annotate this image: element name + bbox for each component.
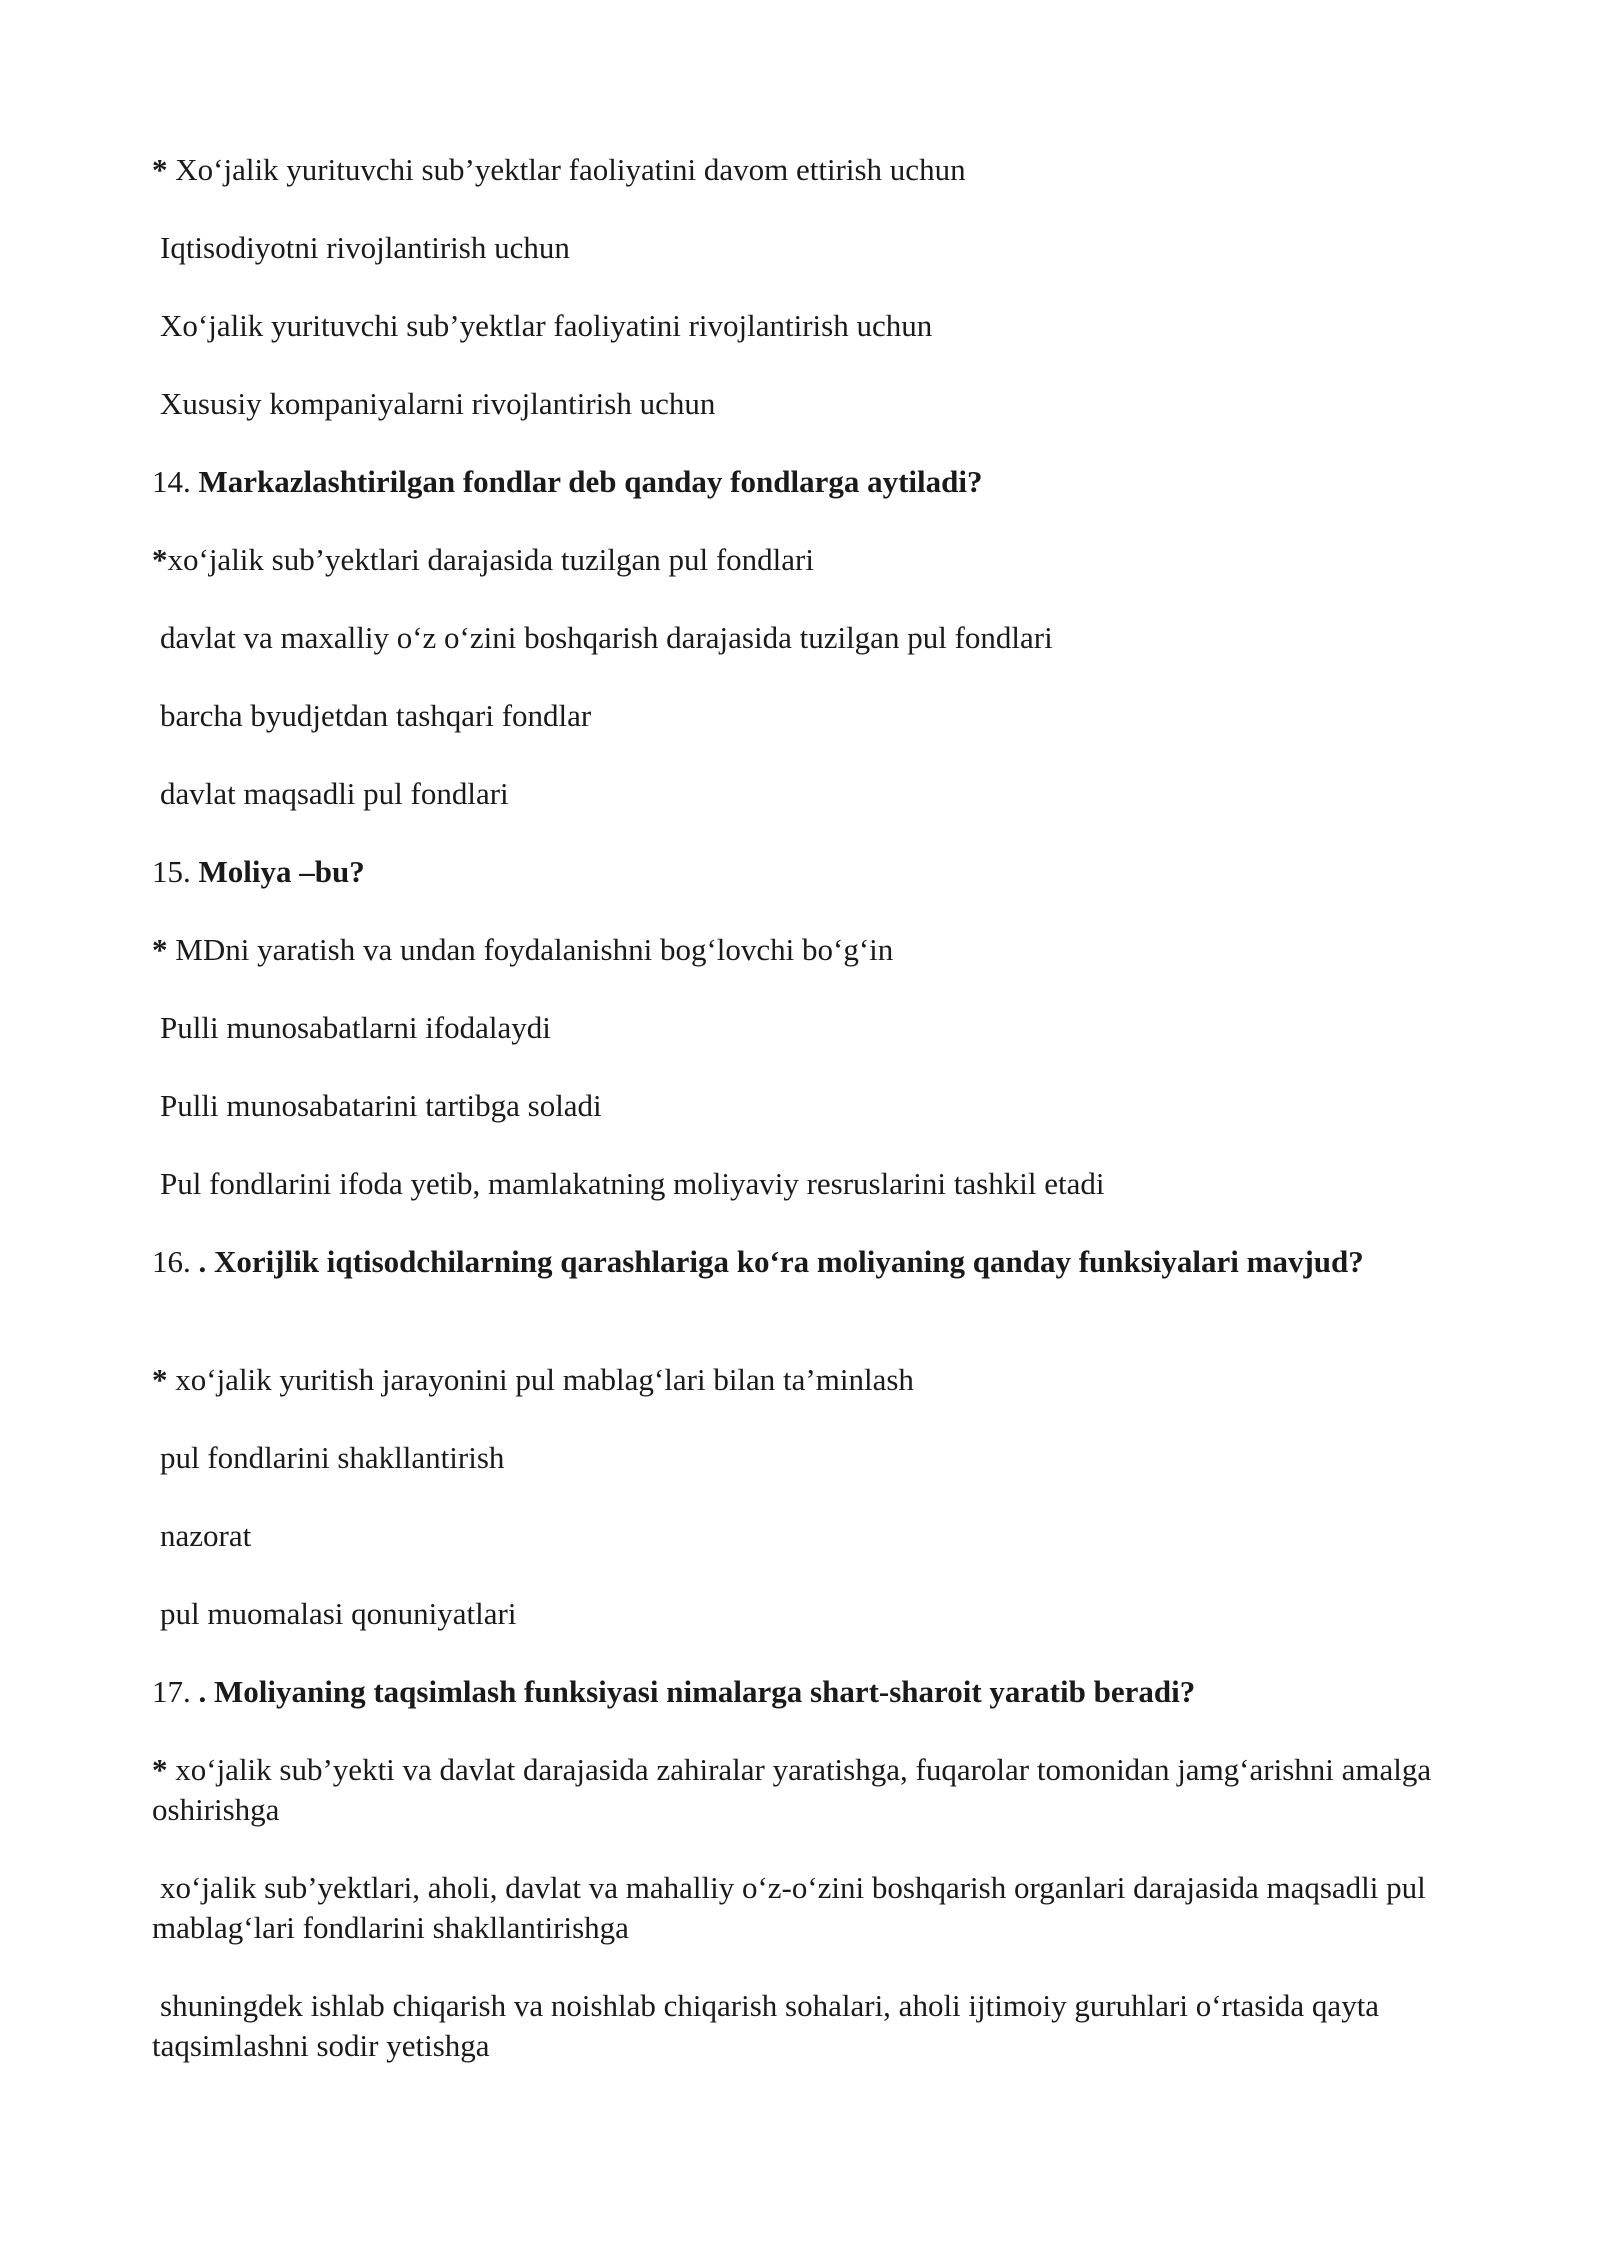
question-text: . Xorijlik iqtisodchilarning qarashlariga ko‘ra moliyaning qanday funksiyalari mavjud? xyxy=(198,1244,1364,1279)
q16-option-b: pul fondlarini shakllantirish xyxy=(160,1440,505,1475)
q14-option-d: davlat maqsadli pul fondlari xyxy=(160,776,509,811)
q16-option-d: pul muomalasi qonuniyatlari xyxy=(160,1596,517,1631)
correct-answer-marker: * xyxy=(152,932,168,967)
correct-answer-marker: * xyxy=(152,542,168,577)
q16-option-a xyxy=(152,1360,1492,1400)
question-number: 14. xyxy=(152,464,199,499)
question-text: Markazlashtirilgan fondlar deb qanday fondlarga aytiladi? xyxy=(198,464,983,499)
q17-question xyxy=(152,1672,1492,1712)
option-text: xo‘jalik sub’yekti va davlat darajasida zahiralar yaratishga, fuqarolar tomonidan jamg‘arishni amalga oshirishga xyxy=(152,1752,1432,1827)
q13-option-c: Xo‘jalik yurituvchi sub’yektlar faoliyatini rivojlantirish uchun xyxy=(160,308,933,343)
q15-option-d: Pul fondlarini ifoda yetib, mamlakatning moliyaviy resruslarini tashkil etadi xyxy=(160,1166,1105,1201)
option-text: xo‘jalik yuritish jarayonini pul mablag‘lari bilan ta’minlash xyxy=(167,1362,914,1397)
question-text: Moliya –bu? xyxy=(198,854,365,889)
option-text: xo‘jalik sub’yektlari, aholi, davlat va mahalliy o‘z-o‘zini boshqarish organlari darajasida maqsadli pul mablag‘lari fondlarini shakllantirishga xyxy=(152,1870,1426,1945)
option-text: Xo‘jalik yurituvchi sub’yektlar faoliyatini davom ettirish uchun xyxy=(167,152,966,187)
q15-option-c: Pulli munosabatarini tartibga soladi xyxy=(160,1088,602,1123)
q14-option-a xyxy=(152,540,1492,580)
option-text: MDni yaratish va undan foydalanishni bog‘lovchi bo‘g‘in xyxy=(167,932,894,967)
question-number: 15. xyxy=(152,854,199,889)
q14-option-b: davlat va maxalliy o‘z o‘zini boshqarish darajasida tuzilgan pul fondlari xyxy=(160,620,1053,655)
q15-question xyxy=(152,852,1492,892)
q14-option-c: barcha byudjetdan tashqari fondlar xyxy=(160,698,592,733)
q13-option-a xyxy=(152,150,1492,190)
q15-option-a xyxy=(152,930,1492,970)
q14-question xyxy=(152,462,1492,502)
question-number: 17. xyxy=(152,1674,199,1709)
option-text: xo‘jalik sub’yektlari darajasida tuzilgan pul fondlari xyxy=(167,542,814,577)
q16-question xyxy=(152,1242,1492,1282)
q16-option-c: nazorat xyxy=(160,1518,252,1553)
q15-option-b: Pulli munosabatlarni ifodalaydi xyxy=(160,1010,551,1045)
option-text: shuningdek ishlab chiqarish va noishlab chiqarish sohalari, aholi ijtimoiy guruhlari o‘rtasida qayta taqsimlashni sodir yetishga xyxy=(152,1988,1380,2063)
question-number: 16. xyxy=(152,1244,199,1279)
q17-option-c xyxy=(152,1986,1492,2066)
q17-option-a xyxy=(152,1750,1492,1830)
correct-answer-marker: * xyxy=(152,1752,168,1787)
q17-option-b xyxy=(152,1868,1492,1948)
correct-answer-marker: * xyxy=(152,152,168,187)
correct-answer-marker: * xyxy=(152,1362,168,1397)
q13-option-d: Xususiy kompaniyalarni rivojlantirish uchun xyxy=(160,386,716,421)
question-text: . Moliyaning taqsimlash funksiyasi nimalarga shart-sharoit yaratib beradi? xyxy=(198,1674,1196,1709)
q13-option-b: Iqtisodiyotni rivojlantirish uchun xyxy=(160,230,570,265)
